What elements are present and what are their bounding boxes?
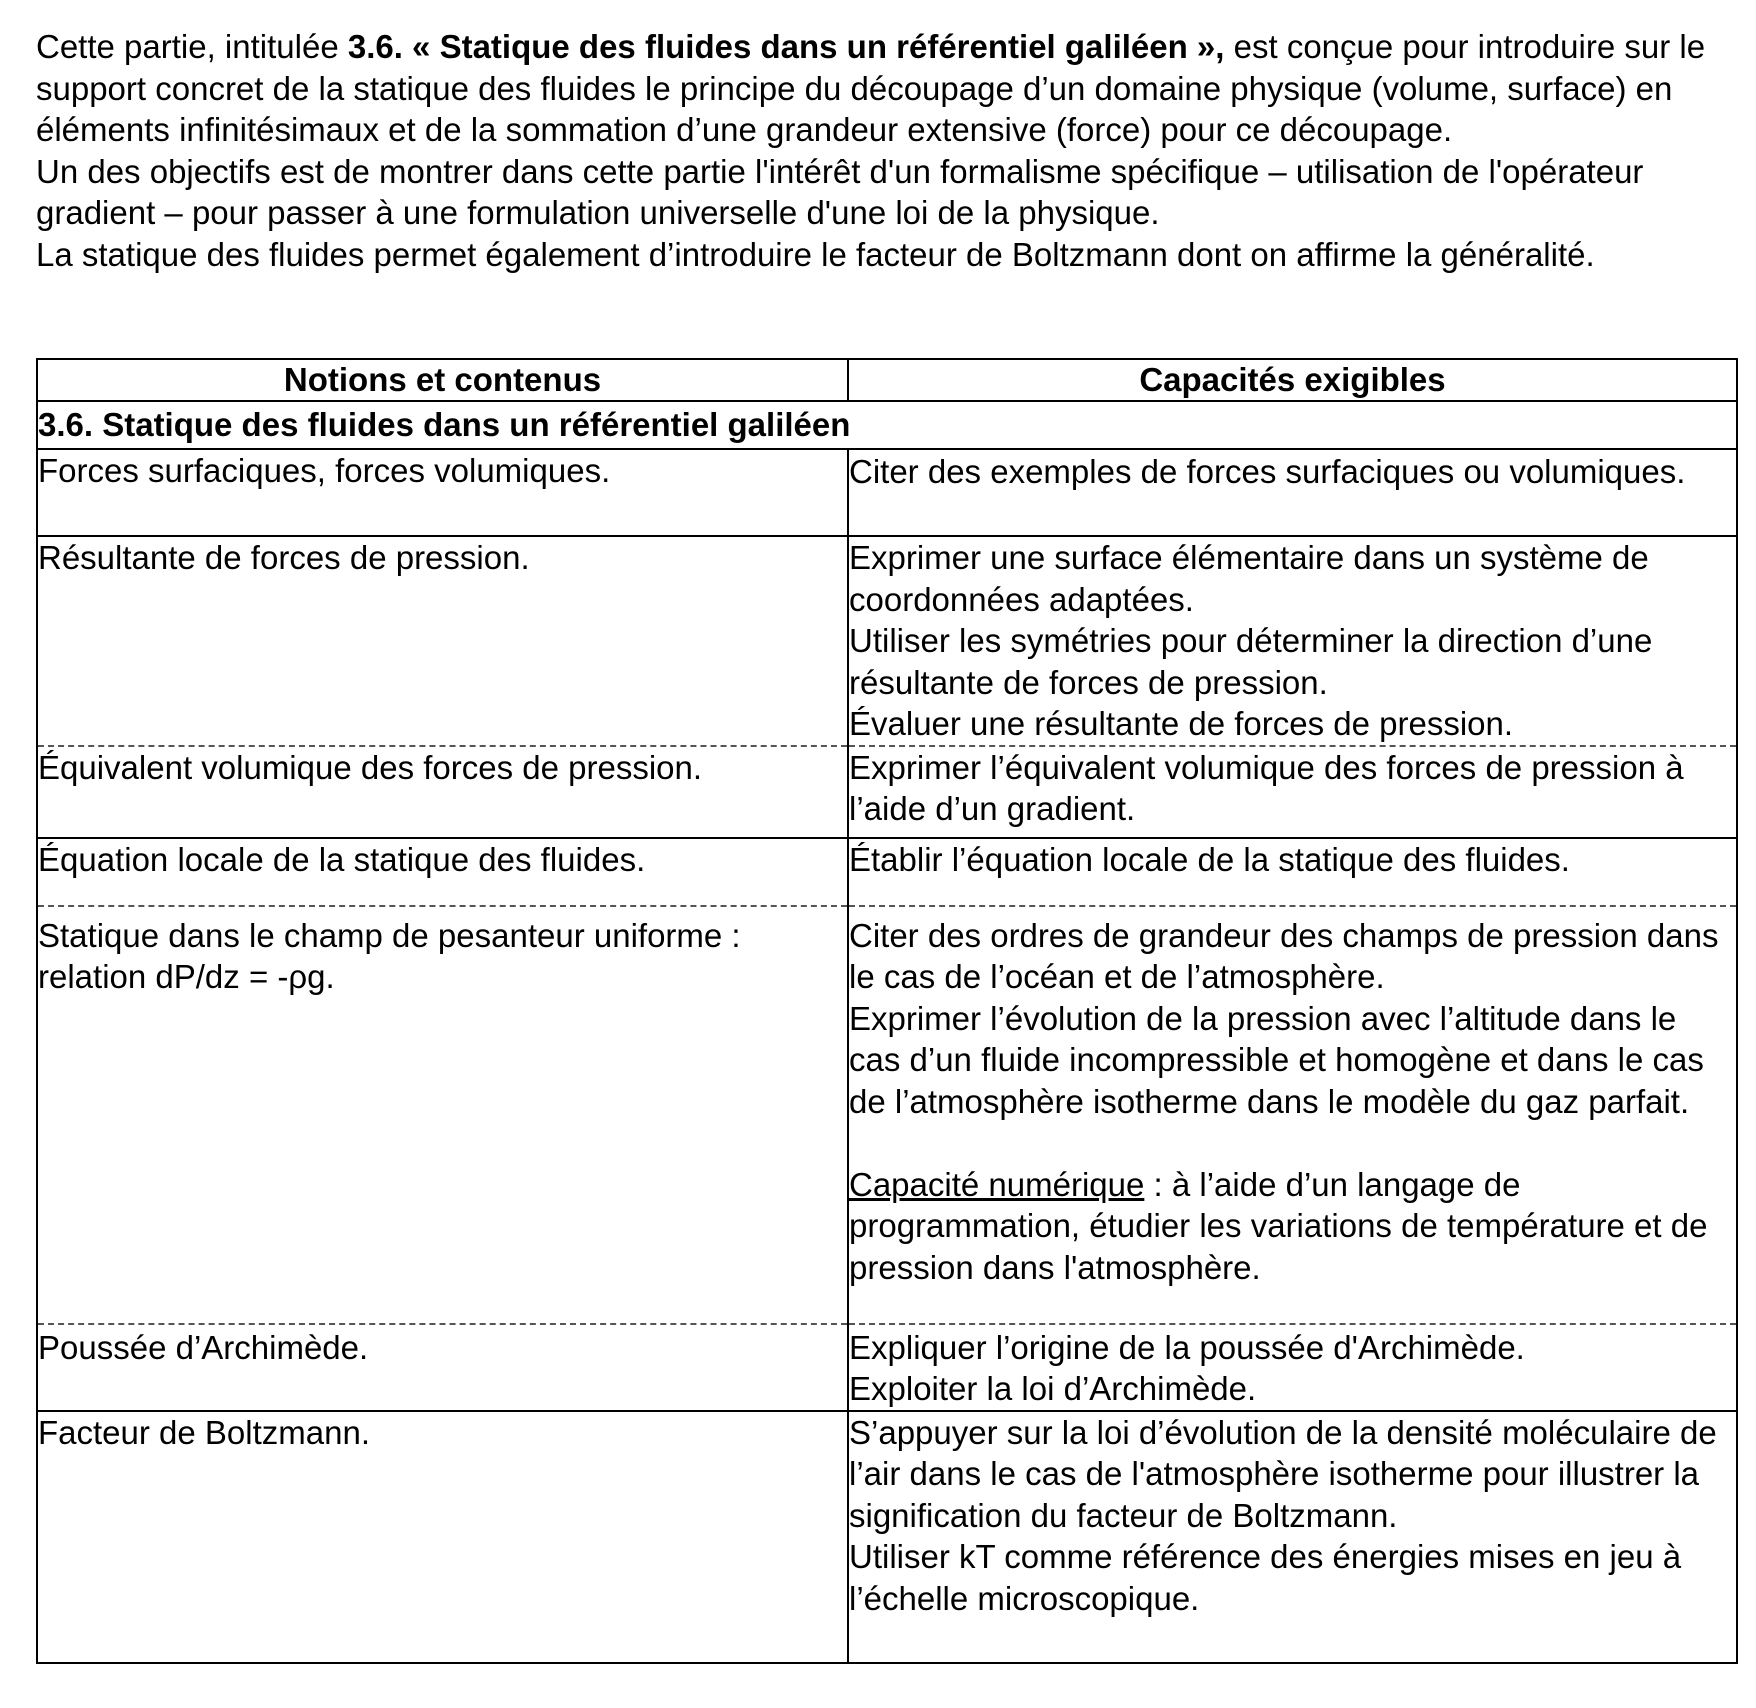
numeric-capacity-label: Capacité numérique bbox=[849, 1165, 1145, 1203]
table-row bbox=[37, 746, 1737, 838]
table-row bbox=[37, 906, 1737, 1324]
paragraph-spacer bbox=[849, 1122, 1736, 1164]
intro-p1-section-title: 3.6. « Statique des fluides dans un référentiel galiléen », bbox=[347, 28, 1225, 65]
notion-cell: Équivalent volumique des forces de pression. bbox=[37, 746, 848, 838]
intro-paragraph-1 bbox=[36, 26, 1736, 151]
capacity-item: Citer des exemples de forces surfaciques ou volumiques. bbox=[849, 453, 1686, 490]
header-capacites: Capacités exigibles bbox=[848, 359, 1737, 401]
table-header-row bbox=[37, 359, 1737, 401]
notion-cell: Résultante de forces de pression. bbox=[37, 536, 848, 746]
notion-cell: Équation locale de la statique des fluides. bbox=[37, 838, 848, 906]
capacity-cell bbox=[848, 1411, 1737, 1663]
capacity-cell bbox=[848, 1324, 1737, 1411]
capacity-item: S’appuyer sur la loi d’évolution de la densité moléculaire de l’air dans le cas de l'atmosphère isotherme pour illustrer la signification du facteur de Boltzmann. bbox=[849, 1413, 1717, 1534]
program-table bbox=[36, 358, 1738, 1664]
intro-p1-prefix: Cette partie, intitulée bbox=[36, 28, 348, 65]
section-title: 3.6. Statique des fluides dans un référentiel galiléen bbox=[37, 401, 1737, 449]
capacity-item: Utiliser les symétries pour déterminer la direction d’une résultante de forces de pression. bbox=[849, 622, 1653, 701]
intro-paragraph-3: La statique des fluides permet également d’introduire le facteur de Boltzmann dont on affirme la généralité. bbox=[36, 235, 1595, 273]
capacity-cell bbox=[848, 838, 1737, 906]
capacity-item: Expliquer l’origine de la poussée d'Archimède. bbox=[849, 1328, 1525, 1366]
capacity-cell bbox=[848, 536, 1737, 746]
section-title-row bbox=[37, 401, 1737, 449]
capacity-item: Exprimer une surface élémentaire dans un système de coordonnées adaptées. bbox=[849, 539, 1649, 618]
capacity-item: Exploiter la loi d’Archimède. bbox=[849, 1370, 1257, 1407]
table-row bbox=[37, 838, 1737, 906]
capacity-cell bbox=[848, 449, 1737, 536]
notion-cell: Poussée d’Archimède. bbox=[37, 1324, 848, 1411]
notion-cell: Forces surfaciques, forces volumiques. bbox=[37, 449, 848, 536]
intro-p1-suffix: est conçue pour introduire sur le support concret de la statique des fluides le principe du découpage d’un domaine physique (volume, surface) en éléments infinitésimaux et de la sommation d’une grandeur extensive (force) pour ce découpage. bbox=[36, 28, 1706, 148]
table-row bbox=[37, 536, 1737, 746]
notion-cell: Facteur de Boltzmann. bbox=[37, 1411, 848, 1663]
table-row bbox=[37, 449, 1737, 536]
capacity-item: Établir l’équation locale de la statique des fluides. bbox=[849, 840, 1570, 878]
notion-cell: Statique dans le champ de pesanteur uniforme : relation dP/dz = -ρg. bbox=[37, 906, 848, 1324]
numeric-capacity-text: : à l’aide d’un langage de programmation, étudier les variations de température et de pression dans l'atmosphère. bbox=[849, 1165, 1708, 1286]
table-row bbox=[37, 1411, 1737, 1663]
header-notions: Notions et contenus bbox=[37, 359, 848, 401]
intro-paragraph-2: Un des objectifs est de montrer dans cette partie l'intérêt d'un formalisme spécifique – utilisation de l'opérateur gradient – pour passer à une formulation universelle d'une loi de la physique. bbox=[36, 152, 1644, 231]
capacity-cell bbox=[848, 746, 1737, 838]
intro-text bbox=[36, 26, 1736, 275]
capacity-item: Citer des ordres de grandeur des champs de pression dans le cas de l’océan et de l’atmosphère. bbox=[849, 916, 1719, 995]
capacity-item: Exprimer l’équivalent volumique des forces de pression à l’aide d’un gradient. bbox=[849, 748, 1684, 827]
capacity-item: Utiliser kT comme référence des énergies mises en jeu à l’échelle microscopique. bbox=[849, 1538, 1682, 1617]
document bbox=[36, 26, 1736, 1617]
table-row bbox=[37, 1324, 1737, 1411]
capacity-item: Exprimer l’évolution de la pression avec l’altitude dans le cas d’un fluide incompressible et homogène et dans le cas de l’atmosphère isotherme dans le modèle du gaz parfait. bbox=[849, 999, 1704, 1120]
capacity-cell bbox=[848, 906, 1737, 1324]
numeric-capacity bbox=[849, 1164, 1736, 1289]
capacity-item: Évaluer une résultante de forces de pression. bbox=[849, 705, 1514, 742]
